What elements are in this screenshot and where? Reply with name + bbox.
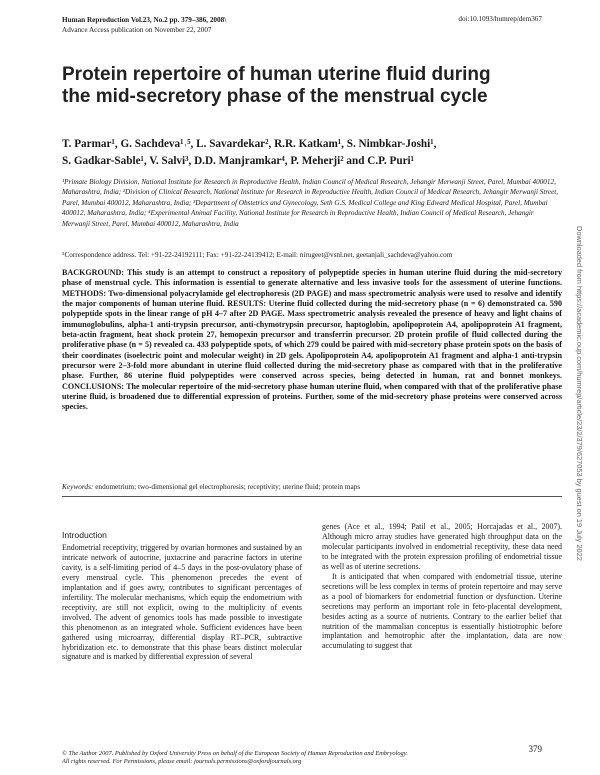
author-list <box>62 136 562 170</box>
paragraph: Endometrial receptivity, triggered by ovarian hormones and sustained by an intricate network of autocrine, juxtacrine and paracrine factors in uterine cavity, is a self-limiting period of 4–5 days in the post-ovulatory phase of every menstrual cycle. This phenomenon precedes the event of implantation and if goes awry, contributes to significant percentages of infertility. The molecular mechanisms, which equip the endometrium with receptivity, are still not explicit, owing to the multiplicity of events involved. The advent of genomics tools has made possible to investigate this phenomenon as an integrated whole. Sufficient evidences have been gathered using microarray, differential display RT–PCR, subtractive hybridization etc. to demonstrate that this phase bears distinct molecular signature and is marked by differential expression of several <box>62 543 302 662</box>
abstract: BACKGROUND: This study is an attempt to construct a repository of polypeptide species in human uterine fluid during the mid-secretory phase of menstrual cycle. This information is essential to generate alternative and less invasive tools for the assessment of uterine functions. METHODS: Two-dimensional polyacrylamide gel electrophoresis (2D PAGE) and mass spectrometric analysis were used to resolve and identify the major components of human uterine fluid. RESULTS: Uterine fluid collected during the mid-secretory phase (n = 6) demonstrated ca. 590 polypeptide spots in the linear range of pH 4–7 after 2D PAGE. Mass spectrometric analysis revealed the presence of heavy and light chains of immunoglobulins, alpha-1 anti-trypsin precursor, anti-chymotrypsin precursor, haptoglobin, apolipoprotein A4, apolipoprotein A1 fragment, beta-actin fragment, heat shock protein 27, hemopexin precursor and transferrin precursor. 2D protein profile of fluid collected during the proliferative phase (n = 5) revealed ca. 433 polypeptide spots, of which 279 could be paired with mid-secretory phase protein spots on the basis of their coordinates (isoelectric point and molecular weight) in 2D gels. Apolipoprotein A4, apolipoprotein A1 fragment and alpha-1 anti-trypsin precursor were 2–3-fold more abundant in uterine fluid collected during the mid-secretory phase as compared with that in the proliferative phase. Further, 86 uterine fluid polypeptides were conserved across species, being detected in human, rat and bonnet monkeys. CONCLUSIONS: The molecular repertoire of the mid-secretory phase human uterine fluid, when compared with that of the proliferative phase uterine fluid, is broadened due to differential expression of proteins. Further, some of the mid-secretory phase proteins were conserved across species. <box>62 268 562 412</box>
journal-header <box>62 15 362 35</box>
advance-access-line: Advance Access publication on November 22, 2007 <box>62 26 212 34</box>
keywords-divider <box>62 496 562 497</box>
copyright-line: © The Author 2007. Published by Oxford University Press on behalf of the European Society of Human Reproduction and Embryology. <box>62 750 408 757</box>
title-line: Protein repertoire of human uterine fluid during <box>62 64 491 85</box>
page-number: 379 <box>528 744 542 754</box>
article-title <box>62 64 532 108</box>
title-line: the mid-secretory phase of the menstrual cycle <box>62 86 488 107</box>
author-line: T. Parmar¹, G. Sachdeva¹˒⁵, L. Savardekar², R.R. Katkam¹, S. Nimbkar-Joshi¹, <box>62 138 437 150</box>
body-column-left <box>62 543 302 662</box>
author-line: S. Gadkar-Sable¹, V. Salvi³, D.D. Manjramkar⁴, P. Meherji² and C.P. Puri¹ <box>62 155 414 167</box>
keywords-text: endometrium; two-dimensional gel electrophoresis; receptivity; uterine fluid; protein maps <box>95 482 361 491</box>
section-heading-introduction: Introduction <box>62 530 107 540</box>
keywords <box>62 482 562 491</box>
journal-citation: Human Reproduction Vol.23, No.2 pp. 379–386, 2008\ <box>62 16 227 24</box>
keywords-label: Keywords: <box>62 482 94 491</box>
download-watermark: Downloaded from https://academic.oup.com/humrep/article/23/2/379/627053 by guest on 19 July 2022 <box>575 226 584 561</box>
paragraph: genes (Ace et al., 1994; Patil et al., 2005; Horcajadas et al., 2007). Although micro array studies have generated high throughput data on the molecular participants involved in endometrial receptivity, these data need to be integrated with the protein expression profiling of endometrial tissue as well as of uterine secretions. <box>322 522 562 571</box>
body-column-right <box>322 522 562 651</box>
affiliations: ¹Primate Biology Division, National Institute for Research in Reproductive Health, Indian Council of Medical Research, Jehangir Merwanji Street, Parel, Mumbai 400012, Maharashtra, India; ²Division of Clinical Research, National Institute for Research in Reproductive Health, Indian Council of Medical Research, Jehangir Merwanji Street, Parel, Mumbai 400012, Maharashtra, India; ³Department of Obstetrics and Gynecology, Seth G.S. Medical College and King Edward Medical Hospital, Parel, Mumbai 400012, Maharashtra, India; ⁴Experimental Animal Facility, National Institute for Research in Reproductive Health, Indian Council of Medical Research, Jehangir Merwanji Street, Parel, Mumbai 400012, Maharashtra, India <box>62 178 559 228</box>
doi[interactable]: doi:10.1093/humrep/dem367 <box>458 15 542 23</box>
paragraph: It is anticipated that when compared with endometrial tissue, uterine secretions will be less complex in terms of protein repertoire and may serve as a pool of biomarkers for endometrial function or dysfunction. Uterine secretions may perform an important role in feto-placental development, besides acting as a source of nutrients. Contrary to the earlier belief that nutrition of the mammalian conceptus is essentially histiotrophic before implantation and hemotrophic after the implantation, data are now accumulating to suggest that <box>322 571 562 651</box>
copyright-footer <box>62 750 502 767</box>
permissions-line: All rights reserved. For Permissions, please email: journals.permissions@oxfordjournals.org <box>62 758 302 766</box>
correspondence-address: ⁵Correspondence address. Tel: +91-22-24192111; Fax: +91-22-24139412; E-mail: nirugeet@vsnl.net, geetanjali_sachdeva@yahoo.com <box>62 251 453 259</box>
